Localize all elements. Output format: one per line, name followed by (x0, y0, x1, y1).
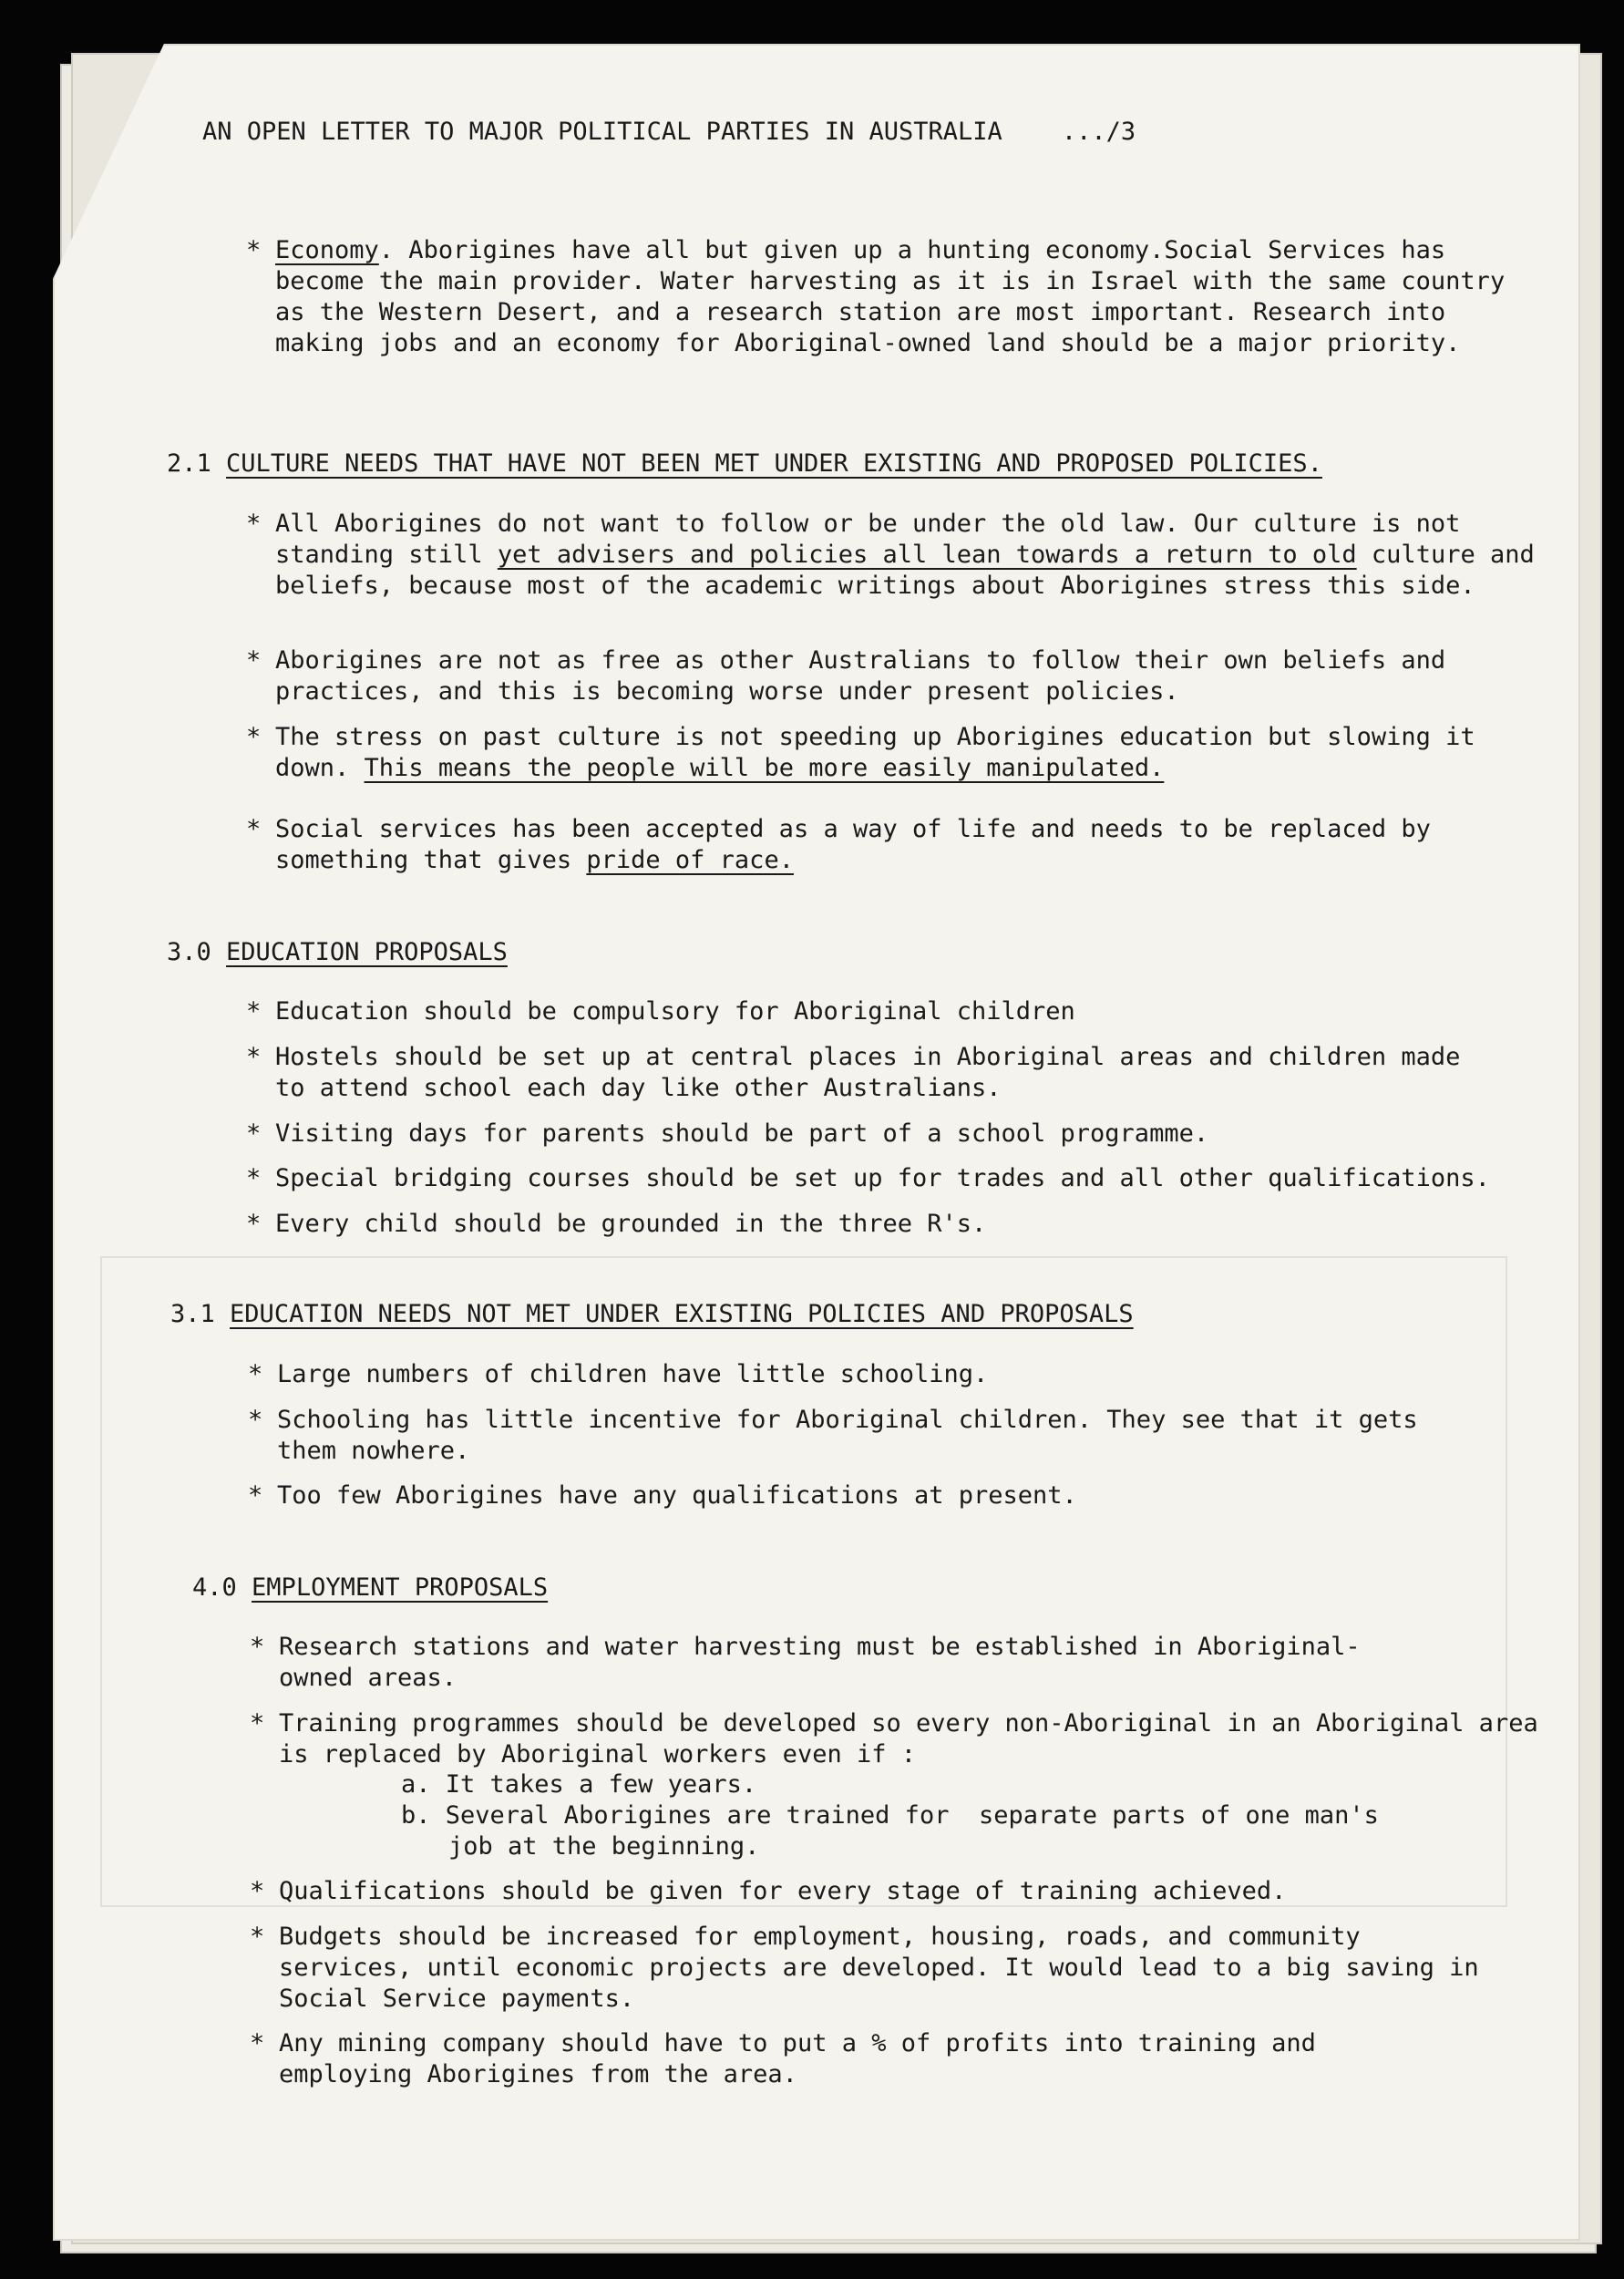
culture-item-1-text-end: culture and beliefs, because most of the academic writings about Aborigines stress this side. (275, 541, 1535, 600)
employment-item-3 (279, 1876, 1537, 1907)
bullet: * (246, 997, 262, 1026)
page-header (202, 117, 1136, 148)
employment-item-1 (279, 1632, 1427, 1694)
education-needs-item-3 (277, 1480, 1535, 1511)
employment-item-1-text: Research stations and water harvesting must be established in Aboriginal-owned areas. (279, 1633, 1361, 1692)
bullet: * (250, 2029, 265, 2057)
education-item-4 (275, 1163, 1569, 1194)
bullet: * (250, 1877, 265, 1905)
education-item-3-text: Visiting days for parents should be part of a school programme. (275, 1119, 1209, 1148)
culture-item-1-underlined: yet advisers and policies all lean towards a return to old (497, 541, 1357, 569)
education-item-1 (275, 996, 1533, 1027)
bullet: * (246, 723, 262, 751)
section-title: EDUCATION NEEDS NOT MET UNDER EXISTING POLICIES AND PROPOSALS (230, 1300, 1134, 1328)
education-needs-item-2 (277, 1405, 1489, 1467)
bullet: * (248, 1406, 263, 1434)
section-title: CULTURE NEEDS THAT HAVE NOT BEEN MET UNDER EXISTING AND PROPOSED POLICIES. (226, 449, 1322, 478)
culture-item-4 (275, 814, 1515, 876)
bullet: * (246, 646, 262, 675)
page-number-ref: .../3 (1061, 118, 1136, 146)
culture-item-1 (275, 509, 1547, 602)
employment-subitem-a: a. It takes a few years. (401, 1770, 757, 1799)
education-item-5-text: Every child should be grounded in the three R's. (275, 1210, 987, 1238)
education-item-1-text: Education should be compulsory for Aboriginal children (275, 997, 1075, 1026)
section-3-1-heading (170, 1299, 1134, 1330)
employment-item-4 (279, 1922, 1491, 2015)
bullet: * (246, 236, 262, 264)
section-number: 4.0 (192, 1573, 237, 1602)
section-title: EMPLOYMENT PROPOSALS (252, 1573, 549, 1602)
education-item-5 (275, 1209, 1533, 1240)
bullet: * (246, 1164, 262, 1192)
culture-item-2-text: Aborigines are not as free as other Australians to follow their own beliefs and practices, and this is becoming worse under present policies. (275, 646, 1446, 706)
employment-item-2 (279, 1708, 1555, 1770)
employment-item-4-text: Budgets should be increased for employment, housing, roads, and community services, until economic projects are developed. It would lead to a big saving in Social Service payments. (279, 1923, 1479, 2013)
employment-subitem-b: b. Several Aborigines are trained for separate parts of one man's (401, 1801, 1379, 1830)
education-item-4-text: Special bridging courses should be set up for trades and all other qualifications. (275, 1164, 1490, 1192)
employment-item-3-text: Qualifications should be given for every stage of training achieved. (279, 1877, 1287, 1905)
section-3-0-heading (167, 937, 508, 968)
employment-item-5 (279, 2028, 1391, 2090)
culture-item-1-text: All Aborigines do not want to follow or be under the old law. Our culture is not standing still (275, 510, 1461, 569)
bullet: * (246, 510, 262, 538)
bullet: * (250, 1923, 265, 1951)
education-item-2-text: Hostels should be set up at central places in Aboriginal areas and children made to attend school each day like other Australians. (275, 1043, 1461, 1102)
bullet: * (246, 1119, 262, 1148)
economy-text: . Aborigines have all but given up a hunting economy.Social Services has become the main provider. Water harvesting as it is in Israel with the same country as the Western Desert, and a research station are most important. Research into making jobs and an economy for Aboriginal-owned land should be a major priority. (275, 236, 1506, 357)
culture-item-3 (275, 722, 1533, 784)
bullet: * (250, 1633, 265, 1661)
culture-item-4-text: Social services has been accepted as a way of life and needs to be replaced by something that gives (275, 815, 1431, 874)
employment-subitem-b-cont: job at the beginning. (448, 1832, 760, 1861)
bullet: * (250, 1709, 265, 1738)
culture-item-4-underlined: pride of race. (586, 846, 794, 874)
bullet: * (246, 1210, 262, 1238)
section-number: 2.1 (167, 449, 211, 478)
education-needs-item-3-text: Too few Aborigines have any qualifications at present. (277, 1481, 1077, 1510)
section-4-0-heading (192, 1573, 548, 1604)
education-needs-item-1-text: Large numbers of children have little schooling. (277, 1360, 989, 1388)
section-title: EDUCATION PROPOSALS (226, 938, 508, 966)
education-item-2 (275, 1042, 1492, 1104)
economy-label: Economy (275, 236, 379, 264)
bullet: * (248, 1481, 263, 1510)
education-needs-item-1 (277, 1359, 1535, 1390)
bullet: * (248, 1360, 263, 1388)
education-item-3 (275, 1119, 1533, 1150)
employment-item-5-text: Any mining company should have to put a % of profits into training and employing Aborigines from the area. (279, 2029, 1316, 2088)
header-title: AN OPEN LETTER TO MAJOR POLITICAL PARTIES IN AUSTRALIA (202, 118, 1002, 146)
section-number: 3.0 (167, 938, 211, 966)
bullet: * (246, 1043, 262, 1071)
culture-item-2 (275, 645, 1524, 707)
economy-item (275, 235, 1533, 359)
bullet: * (246, 815, 262, 843)
culture-item-3-underlined: This means the people will be more easily manipulated. (364, 754, 1165, 782)
education-needs-item-2-text: Schooling has little incentive for Aboriginal children. They see that it gets them nowhere. (277, 1406, 1418, 1465)
employment-item-2-text: Training programmes should be developed so every non-Aboriginal in an Aboriginal area is replaced by Aboriginal workers even if : (279, 1709, 1538, 1769)
section-number: 3.1 (170, 1300, 215, 1328)
section-2-1-heading (167, 449, 1322, 480)
culture-item-3-text: The stress on past culture is not speeding up Aborigines education but slowing it down. (275, 723, 1475, 782)
